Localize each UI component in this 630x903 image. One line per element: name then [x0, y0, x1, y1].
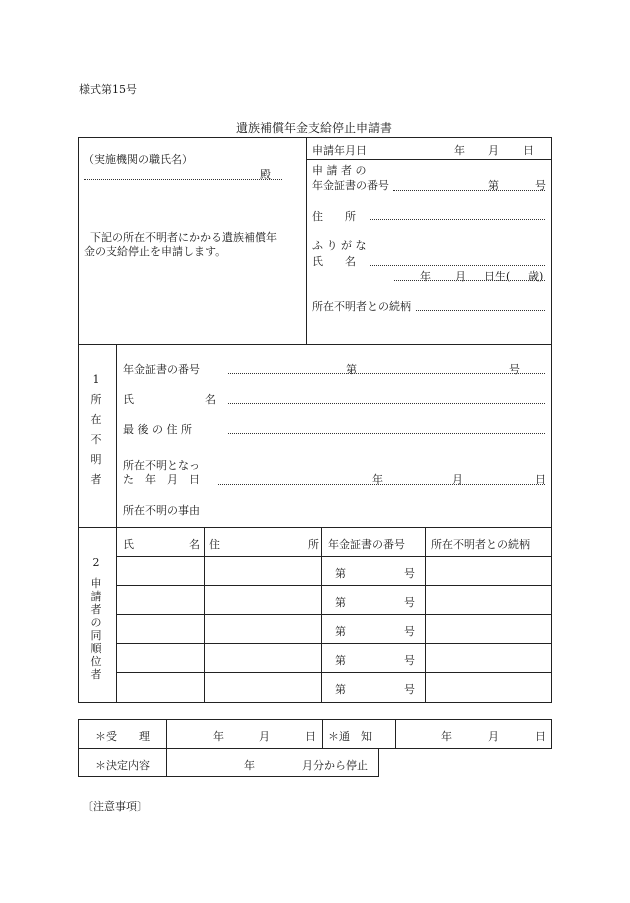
col-header-relation: 所在不明者との続柄: [431, 538, 530, 551]
row-cert-go: 号: [404, 567, 415, 580]
section-2-top-line: [78, 527, 552, 528]
section-label-column-line: [116, 344, 117, 703]
section-2-char: 同: [90, 629, 102, 642]
age-label: 歳): [528, 270, 544, 283]
notes-heading: 〔注意事項〕: [82, 800, 148, 813]
section-1-char: 所: [90, 393, 102, 406]
notice-day: 日: [535, 730, 546, 743]
request-text-line2: 金の支給停止を申請します。: [84, 245, 227, 258]
agency-name-field[interactable]: [84, 179, 282, 180]
date-year: 年: [454, 144, 465, 157]
missing-name-label-2: 名: [205, 393, 216, 406]
missing-since-label-1: 所在不明となっ: [123, 459, 200, 472]
section-1-label: [86, 370, 106, 490]
missing-last-address-field[interactable]: [228, 433, 545, 434]
missing-since-month: 月: [452, 473, 463, 486]
applicant-cert-field[interactable]: [393, 190, 545, 191]
notice-year: 年: [441, 730, 452, 743]
receipt-label: ＊受 理: [95, 730, 150, 743]
section-1-char: 者: [90, 473, 102, 486]
office-notice-date-line: [395, 719, 396, 749]
date-row-divider: [306, 159, 552, 160]
applicant-relation-field[interactable]: [416, 310, 545, 311]
receipt-day: 日: [305, 730, 316, 743]
applicant-cert-go: 号: [535, 179, 546, 192]
applicant-address-label: 住 所: [312, 210, 356, 223]
section-1-char: 明: [90, 453, 102, 466]
col-header-address-2: 所: [308, 538, 319, 551]
decision-year: 年: [244, 759, 255, 772]
missing-last-address-label: 最 後 の 住 所: [123, 423, 192, 436]
row-line: [116, 672, 552, 673]
section-2-char: の: [90, 616, 102, 629]
date-month: 月: [488, 144, 499, 157]
row-cert-go: 号: [404, 625, 415, 638]
col-line-cert-relation: [425, 527, 426, 703]
birth-month: 月: [455, 270, 466, 283]
missing-since-label-2: た 年 月 日: [123, 473, 200, 486]
row-cert-dai: 第: [335, 683, 346, 696]
col-line-name-address: [204, 527, 205, 703]
section-1-top-line: [78, 344, 552, 345]
section-2-char: 位: [90, 655, 102, 668]
applicant-name-field[interactable]: [370, 265, 545, 266]
decision-text: 月分から停止: [302, 759, 368, 772]
section-2-char: 者: [90, 603, 102, 616]
missing-name-field[interactable]: [228, 403, 545, 404]
row-cert-dai: 第: [335, 596, 346, 609]
row-cert-go: 号: [404, 683, 415, 696]
notice-label: ＊通 知: [328, 730, 372, 743]
missing-cert-go: 号: [509, 363, 520, 376]
section-2-char: 請: [90, 590, 102, 603]
missing-since-year: 年: [372, 473, 383, 486]
birth-date-field[interactable]: [394, 280, 545, 281]
row-line: [116, 556, 552, 557]
decision-label: ＊決定内容: [95, 759, 150, 772]
missing-since-field[interactable]: [218, 484, 545, 485]
date-day: 日: [523, 144, 534, 157]
applicant-cert-label-2: 年金証書の番号: [312, 179, 389, 192]
birth-day-label: 日生(: [484, 270, 511, 283]
applicant-cert-label-1: 申 請 者 の: [312, 164, 367, 177]
applicant-address-field[interactable]: [370, 219, 545, 220]
row-cert-go: 号: [404, 654, 415, 667]
receipt-month: 月: [259, 730, 270, 743]
col-header-cert: 年金証書の番号: [328, 538, 405, 551]
missing-cert-dai: 第: [346, 363, 357, 376]
section-1-number: 1: [92, 373, 100, 386]
row-line: [116, 585, 552, 586]
section-1-char: 在: [90, 413, 102, 426]
form-number: 様式第15号: [79, 83, 137, 96]
missing-reason-label: 所在不明の事由: [123, 504, 200, 517]
missing-name-label-1: 氏: [123, 393, 134, 406]
agency-label: （実施機関の職氏名）: [83, 153, 193, 166]
applicant-relation-label: 所在不明者との続柄: [312, 300, 411, 313]
honorific: 殿: [260, 168, 271, 181]
row-cert-dai: 第: [335, 567, 346, 580]
section-2-char: 者: [90, 668, 102, 681]
applicant-furigana-label: ふ り が な: [312, 239, 367, 252]
office-receipt-notice-line: [322, 719, 323, 749]
section-2-char: 順: [90, 642, 102, 655]
form-title: 遺族補償年金支給停止申請書: [236, 121, 393, 135]
section-2-label: [86, 556, 106, 681]
birth-year: 年: [420, 270, 431, 283]
applicant-cert-dai: 第: [488, 179, 499, 192]
applicant-name-label: 氏 名: [312, 255, 356, 268]
top-section-divider: [306, 137, 307, 345]
row-cert-go: 号: [404, 596, 415, 609]
row-cert-dai: 第: [335, 625, 346, 638]
receipt-year: 年: [213, 730, 224, 743]
row-line: [116, 643, 552, 644]
application-date-label: 申請年月日: [312, 144, 367, 157]
col-line-address-cert: [321, 527, 322, 703]
notice-month: 月: [488, 730, 499, 743]
section-1-char: 不: [90, 433, 102, 446]
request-text-line1: 下記の所在不明者にかかる遺族補償年: [90, 231, 277, 244]
missing-cert-label: 年金証書の番号: [123, 363, 200, 376]
row-line: [116, 614, 552, 615]
office-label-column-line: [166, 719, 167, 777]
section-2-number: 2: [92, 556, 100, 569]
col-header-address-1: 住: [209, 538, 220, 551]
missing-since-day: 日: [535, 473, 546, 486]
row-cert-dai: 第: [335, 654, 346, 667]
missing-cert-field[interactable]: [228, 373, 545, 374]
section-2-char: 申: [90, 577, 102, 590]
col-header-name-2: 名: [189, 538, 200, 551]
col-header-name-1: 氏: [123, 538, 134, 551]
